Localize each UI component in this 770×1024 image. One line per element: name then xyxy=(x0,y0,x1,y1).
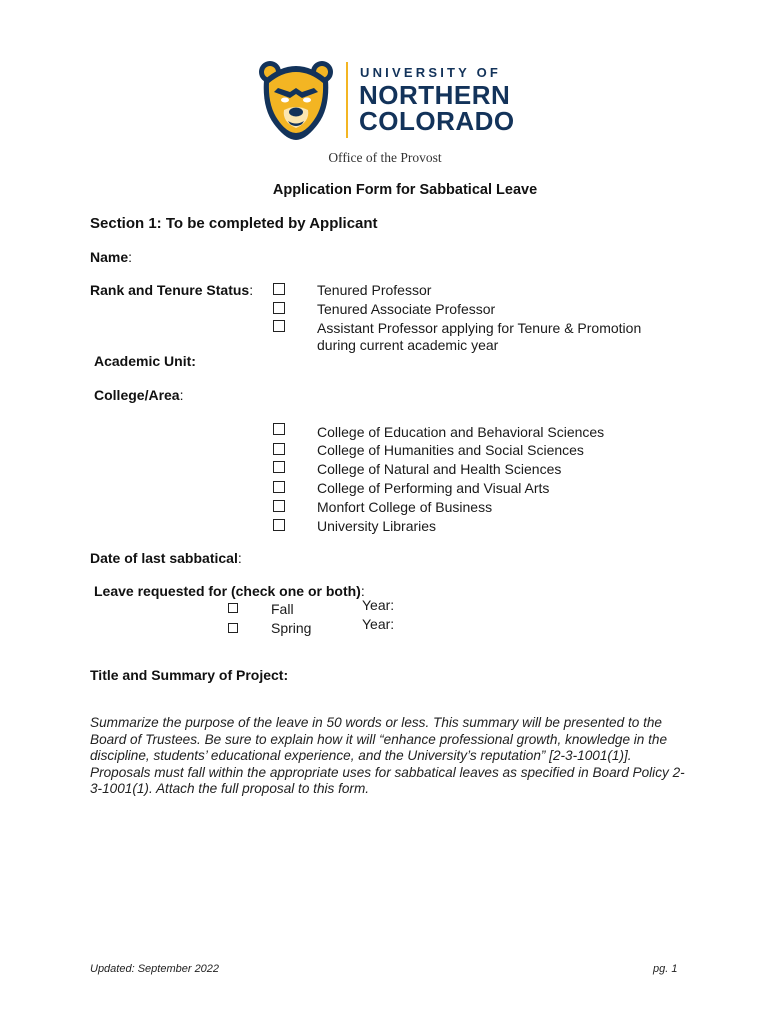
bear-mascot-icon xyxy=(256,58,336,142)
section-heading: Section 1: To be completed by Applicant xyxy=(90,215,378,232)
office-label: Office of the Provost xyxy=(328,150,442,165)
leave-requested-wrap: Leave requested for (check one or both): xyxy=(94,583,365,599)
option-college-education: College of Education and Behavioral Sciences xyxy=(317,424,605,440)
option-university-libraries: University Libraries xyxy=(317,518,437,534)
option-tenured-associate-professor: Tenured Associate Professor xyxy=(317,301,496,317)
logo-line-colorado: COLORADO xyxy=(359,106,515,136)
checkbox-university-libraries[interactable] xyxy=(273,519,285,531)
option-college-humanities: College of Humanities and Social Sciences xyxy=(317,442,584,458)
checkbox-assistant-professor[interactable] xyxy=(273,320,285,332)
summary-instructions: Summarize the purpose of the leave in 50 words or less. This summary will be presented to the Board of Trustees. Be sure to explain how it will “enhance professional growth, knowledge in the discipline, students’ educational experience, and the University’s reputation” [2-3-1001(1)]. Proposals must fall within the appropriate uses for sabbatical leaves as specified in Board Policy 2-3-1001(1). Attach the full proposal to this form. xyxy=(90,715,685,796)
name-label: Name xyxy=(90,249,129,265)
name-field[interactable]: Name: xyxy=(90,249,133,265)
checkbox-tenured-professor[interactable] xyxy=(273,283,285,295)
last-sabbatical-field[interactable]: Date of last sabbatical: xyxy=(90,550,242,566)
last-sabbatical-label: Date of last sabbatical xyxy=(90,550,238,566)
college-area-field: College/Area: xyxy=(94,387,184,403)
option-spring: Spring xyxy=(271,620,312,636)
logo-line-northern: NORTHERN xyxy=(359,80,511,110)
rank-tenure-label-wrap: Rank and Tenure Status: xyxy=(90,282,254,298)
checkbox-fall[interactable] xyxy=(228,603,238,613)
college-area-label: College/Area xyxy=(94,387,180,403)
checkbox-college-performing-arts[interactable] xyxy=(273,481,285,493)
form-title: Application Form for Sabbatical Leave xyxy=(272,182,538,198)
leave-requested-label: Leave requested for (check one or both) xyxy=(94,583,361,599)
checkbox-college-natural-health[interactable] xyxy=(273,461,285,473)
option-tenured-professor: Tenured Professor xyxy=(317,282,432,298)
footer-page-number: pg. 1 xyxy=(653,963,678,975)
option-assistant-professor-cont: during current academic year xyxy=(317,337,499,353)
option-college-natural-health: College of Natural and Health Sciences xyxy=(317,461,562,477)
rank-tenure-label: Rank and Tenure Status xyxy=(90,282,250,298)
option-college-performing-arts: College of Performing and Visual Arts xyxy=(317,480,550,496)
logo-divider xyxy=(346,62,348,138)
checkbox-college-humanities[interactable] xyxy=(273,443,285,455)
checkbox-spring[interactable] xyxy=(228,623,238,633)
option-fall: Fall xyxy=(271,601,294,617)
footer-updated: Updated: September 2022 xyxy=(90,963,220,975)
year-label-fall[interactable]: Year: xyxy=(362,597,395,613)
year-label-spring[interactable]: Year: xyxy=(362,616,395,632)
academic-unit-field[interactable]: Academic Unit: xyxy=(94,353,196,369)
project-title-label: Title and Summary of Project: xyxy=(90,667,289,683)
university-logo xyxy=(256,58,518,142)
academic-unit-label: Academic Unit xyxy=(94,353,192,369)
option-assistant-professor: Assistant Professor applying for Tenure & Promotion xyxy=(317,320,642,336)
checkbox-college-business[interactable] xyxy=(273,500,285,512)
checkbox-college-education[interactable] xyxy=(273,423,285,435)
checkbox-tenured-associate-professor[interactable] xyxy=(273,302,285,314)
logo-line-university-of: UNIVERSITY OF xyxy=(360,65,502,80)
option-college-business: Monfort College of Business xyxy=(317,499,493,515)
